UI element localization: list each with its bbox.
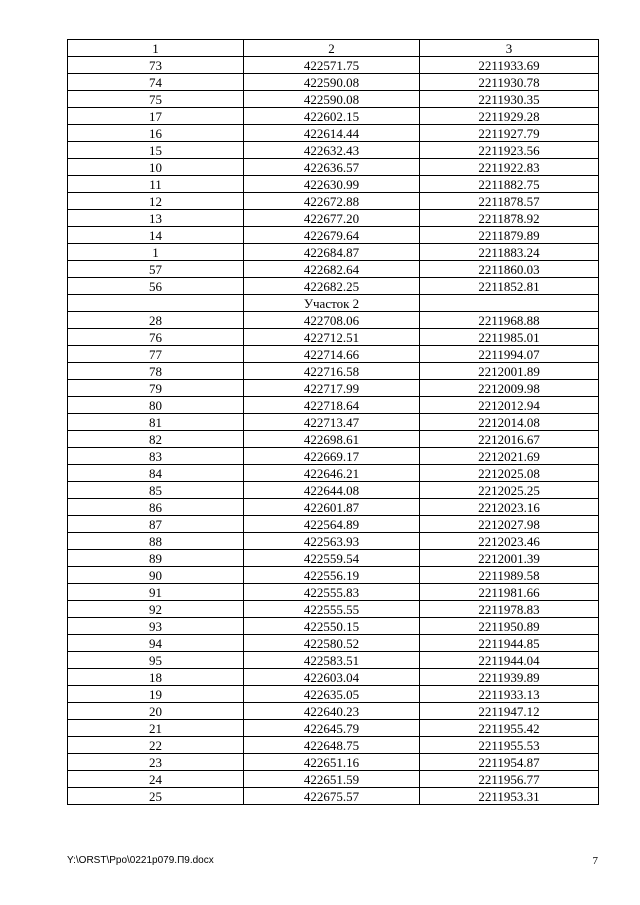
y-coordinate-cell: 2212025.08 bbox=[420, 465, 599, 482]
table-row bbox=[68, 448, 599, 465]
point-number-cell: 11 bbox=[68, 176, 244, 193]
x-coordinate-cell: 422555.83 bbox=[244, 584, 420, 601]
point-number-cell: 23 bbox=[68, 754, 244, 771]
y-coordinate-cell: 2211939.89 bbox=[420, 669, 599, 686]
table-row bbox=[68, 686, 599, 703]
point-number-cell: 93 bbox=[68, 618, 244, 635]
table-row bbox=[68, 652, 599, 669]
table-row bbox=[68, 244, 599, 261]
point-number-cell: 22 bbox=[68, 737, 244, 754]
y-coordinate-cell: 2212016.67 bbox=[420, 431, 599, 448]
section-row bbox=[68, 295, 599, 312]
point-number-cell: 18 bbox=[68, 669, 244, 686]
y-coordinate-cell: 2211944.04 bbox=[420, 652, 599, 669]
y-coordinate-cell: 2211989.58 bbox=[420, 567, 599, 584]
table-row bbox=[68, 159, 599, 176]
page-footer bbox=[67, 855, 598, 869]
point-number-cell: 90 bbox=[68, 567, 244, 584]
y-coordinate-cell: 2211955.42 bbox=[420, 720, 599, 737]
x-coordinate-cell: 422601.87 bbox=[244, 499, 420, 516]
y-coordinate-cell: 2212001.89 bbox=[420, 363, 599, 380]
table-row bbox=[68, 533, 599, 550]
table-row bbox=[68, 57, 599, 74]
table-row bbox=[68, 465, 599, 482]
table-row bbox=[68, 346, 599, 363]
point-number-cell: 92 bbox=[68, 601, 244, 618]
point-number-cell: 14 bbox=[68, 227, 244, 244]
file-path: Y:\ORST\Ppo\0221p079.П9.docx bbox=[67, 855, 214, 866]
section-title: Участок 2 bbox=[244, 295, 420, 312]
table-row bbox=[68, 363, 599, 380]
point-number-cell bbox=[68, 295, 244, 312]
y-coordinate-cell: 2212009.98 bbox=[420, 380, 599, 397]
y-coordinate-cell: 2212014.08 bbox=[420, 414, 599, 431]
x-coordinate-cell: 422602.15 bbox=[244, 108, 420, 125]
point-number-cell: 74 bbox=[68, 74, 244, 91]
table-row bbox=[68, 125, 599, 142]
table-row bbox=[68, 669, 599, 686]
table-row bbox=[68, 737, 599, 754]
y-coordinate-cell: 2212021.69 bbox=[420, 448, 599, 465]
x-coordinate-cell: 422651.16 bbox=[244, 754, 420, 771]
y-coordinate-cell: 2211879.89 bbox=[420, 227, 599, 244]
x-coordinate-cell: 422571.75 bbox=[244, 57, 420, 74]
table-row bbox=[68, 414, 599, 431]
point-number-cell: 10 bbox=[68, 159, 244, 176]
point-number-cell: 79 bbox=[68, 380, 244, 397]
point-number-cell: 1 bbox=[68, 244, 244, 261]
y-coordinate-cell: 2211985.01 bbox=[420, 329, 599, 346]
x-coordinate-cell: 422636.57 bbox=[244, 159, 420, 176]
point-number-cell: 82 bbox=[68, 431, 244, 448]
x-coordinate-cell: 422684.87 bbox=[244, 244, 420, 261]
table-row bbox=[68, 329, 599, 346]
y-coordinate-cell: 2211930.78 bbox=[420, 74, 599, 91]
table-row bbox=[68, 193, 599, 210]
table-row bbox=[68, 210, 599, 227]
x-coordinate-cell: 422644.08 bbox=[244, 482, 420, 499]
point-number-cell: 73 bbox=[68, 57, 244, 74]
header-cell-3: 3 bbox=[420, 40, 599, 57]
x-coordinate-cell: 422698.61 bbox=[244, 431, 420, 448]
point-number-cell: 76 bbox=[68, 329, 244, 346]
table-row bbox=[68, 227, 599, 244]
x-coordinate-cell: 422677.20 bbox=[244, 210, 420, 227]
y-coordinate-cell: 2212001.39 bbox=[420, 550, 599, 567]
point-number-cell: 88 bbox=[68, 533, 244, 550]
table-row bbox=[68, 312, 599, 329]
x-coordinate-cell: 422679.64 bbox=[244, 227, 420, 244]
table-row bbox=[68, 618, 599, 635]
y-coordinate-cell: 2211860.03 bbox=[420, 261, 599, 278]
y-coordinate-cell bbox=[420, 295, 599, 312]
x-coordinate-cell: 422583.51 bbox=[244, 652, 420, 669]
y-coordinate-cell: 2211955.53 bbox=[420, 737, 599, 754]
point-number-cell: 57 bbox=[68, 261, 244, 278]
table-row bbox=[68, 91, 599, 108]
y-coordinate-cell: 2211930.35 bbox=[420, 91, 599, 108]
x-coordinate-cell: 422563.93 bbox=[244, 533, 420, 550]
x-coordinate-cell: 422648.75 bbox=[244, 737, 420, 754]
y-coordinate-cell: 2211883.24 bbox=[420, 244, 599, 261]
x-coordinate-cell: 422646.21 bbox=[244, 465, 420, 482]
x-coordinate-cell: 422555.55 bbox=[244, 601, 420, 618]
x-coordinate-cell: 422672.88 bbox=[244, 193, 420, 210]
point-number-cell: 84 bbox=[68, 465, 244, 482]
y-coordinate-cell: 2211947.12 bbox=[420, 703, 599, 720]
x-coordinate-cell: 422564.89 bbox=[244, 516, 420, 533]
y-coordinate-cell: 2211852.81 bbox=[420, 278, 599, 295]
point-number-cell: 15 bbox=[68, 142, 244, 159]
x-coordinate-cell: 422712.51 bbox=[244, 329, 420, 346]
table-row bbox=[68, 771, 599, 788]
y-coordinate-cell: 2211882.75 bbox=[420, 176, 599, 193]
x-coordinate-cell: 422675.57 bbox=[244, 788, 420, 805]
point-number-cell: 86 bbox=[68, 499, 244, 516]
y-coordinate-cell: 2211927.79 bbox=[420, 125, 599, 142]
table-row bbox=[68, 74, 599, 91]
x-coordinate-cell: 422682.25 bbox=[244, 278, 420, 295]
y-coordinate-cell: 2211978.83 bbox=[420, 601, 599, 618]
y-coordinate-cell: 2211922.83 bbox=[420, 159, 599, 176]
header-cell-1: 1 bbox=[68, 40, 244, 57]
table-row bbox=[68, 788, 599, 805]
table-row bbox=[68, 108, 599, 125]
table-row bbox=[68, 754, 599, 771]
y-coordinate-cell: 2212025.25 bbox=[420, 482, 599, 499]
x-coordinate-cell: 422603.04 bbox=[244, 669, 420, 686]
table-row bbox=[68, 516, 599, 533]
point-number-cell: 87 bbox=[68, 516, 244, 533]
x-coordinate-cell: 422651.59 bbox=[244, 771, 420, 788]
header-row bbox=[68, 40, 599, 57]
table-row bbox=[68, 397, 599, 414]
point-number-cell: 56 bbox=[68, 278, 244, 295]
point-number-cell: 75 bbox=[68, 91, 244, 108]
point-number-cell: 28 bbox=[68, 312, 244, 329]
point-number-cell: 17 bbox=[68, 108, 244, 125]
x-coordinate-cell: 422640.23 bbox=[244, 703, 420, 720]
point-number-cell: 80 bbox=[68, 397, 244, 414]
x-coordinate-cell: 422635.05 bbox=[244, 686, 420, 703]
x-coordinate-cell: 422669.17 bbox=[244, 448, 420, 465]
table-row bbox=[68, 635, 599, 652]
table-row bbox=[68, 261, 599, 278]
point-number-cell: 21 bbox=[68, 720, 244, 737]
x-coordinate-cell: 422645.79 bbox=[244, 720, 420, 737]
point-number-cell: 78 bbox=[68, 363, 244, 380]
point-number-cell: 95 bbox=[68, 652, 244, 669]
y-coordinate-cell: 2211878.92 bbox=[420, 210, 599, 227]
y-coordinate-cell: 2211929.28 bbox=[420, 108, 599, 125]
point-number-cell: 94 bbox=[68, 635, 244, 652]
point-number-cell: 89 bbox=[68, 550, 244, 567]
y-coordinate-cell: 2211950.89 bbox=[420, 618, 599, 635]
y-coordinate-cell: 2211953.31 bbox=[420, 788, 599, 805]
x-coordinate-cell: 422682.64 bbox=[244, 261, 420, 278]
header-cell-2: 2 bbox=[244, 40, 420, 57]
point-number-cell: 77 bbox=[68, 346, 244, 363]
x-coordinate-cell: 422717.99 bbox=[244, 380, 420, 397]
x-coordinate-cell: 422559.54 bbox=[244, 550, 420, 567]
table-row bbox=[68, 601, 599, 618]
y-coordinate-cell: 2211933.69 bbox=[420, 57, 599, 74]
x-coordinate-cell: 422713.47 bbox=[244, 414, 420, 431]
table-row bbox=[68, 720, 599, 737]
table-row bbox=[68, 584, 599, 601]
y-coordinate-cell: 2212027.98 bbox=[420, 516, 599, 533]
y-coordinate-cell: 2211956.77 bbox=[420, 771, 599, 788]
x-coordinate-cell: 422550.15 bbox=[244, 618, 420, 635]
point-number-cell: 19 bbox=[68, 686, 244, 703]
table-row bbox=[68, 482, 599, 499]
y-coordinate-cell: 2211981.66 bbox=[420, 584, 599, 601]
x-coordinate-cell: 422708.06 bbox=[244, 312, 420, 329]
point-number-cell: 20 bbox=[68, 703, 244, 720]
x-coordinate-cell: 422718.64 bbox=[244, 397, 420, 414]
point-number-cell: 81 bbox=[68, 414, 244, 431]
point-number-cell: 91 bbox=[68, 584, 244, 601]
table-row bbox=[68, 567, 599, 584]
x-coordinate-cell: 422632.43 bbox=[244, 142, 420, 159]
point-number-cell: 25 bbox=[68, 788, 244, 805]
coordinates-table-body bbox=[68, 40, 599, 805]
y-coordinate-cell: 2211968.88 bbox=[420, 312, 599, 329]
table-row bbox=[68, 703, 599, 720]
table-row bbox=[68, 380, 599, 397]
coordinates-table bbox=[67, 39, 599, 805]
table-row bbox=[68, 142, 599, 159]
point-number-cell: 13 bbox=[68, 210, 244, 227]
x-coordinate-cell: 422590.08 bbox=[244, 74, 420, 91]
x-coordinate-cell: 422716.58 bbox=[244, 363, 420, 380]
table-row bbox=[68, 499, 599, 516]
x-coordinate-cell: 422630.99 bbox=[244, 176, 420, 193]
y-coordinate-cell: 2212023.46 bbox=[420, 533, 599, 550]
y-coordinate-cell: 2211933.13 bbox=[420, 686, 599, 703]
y-coordinate-cell: 2211954.87 bbox=[420, 754, 599, 771]
y-coordinate-cell: 2212023.16 bbox=[420, 499, 599, 516]
table-row bbox=[68, 431, 599, 448]
x-coordinate-cell: 422580.52 bbox=[244, 635, 420, 652]
point-number-cell: 12 bbox=[68, 193, 244, 210]
x-coordinate-cell: 422614.44 bbox=[244, 125, 420, 142]
y-coordinate-cell: 2211994.07 bbox=[420, 346, 599, 363]
y-coordinate-cell: 2212012.94 bbox=[420, 397, 599, 414]
x-coordinate-cell: 422556.19 bbox=[244, 567, 420, 584]
page-number: 7 bbox=[592, 855, 598, 867]
y-coordinate-cell: 2211944.85 bbox=[420, 635, 599, 652]
table-row bbox=[68, 550, 599, 567]
point-number-cell: 83 bbox=[68, 448, 244, 465]
table-row bbox=[68, 176, 599, 193]
point-number-cell: 16 bbox=[68, 125, 244, 142]
x-coordinate-cell: 422590.08 bbox=[244, 91, 420, 108]
point-number-cell: 24 bbox=[68, 771, 244, 788]
table-row bbox=[68, 278, 599, 295]
y-coordinate-cell: 2211923.56 bbox=[420, 142, 599, 159]
x-coordinate-cell: 422714.66 bbox=[244, 346, 420, 363]
point-number-cell: 85 bbox=[68, 482, 244, 499]
y-coordinate-cell: 2211878.57 bbox=[420, 193, 599, 210]
